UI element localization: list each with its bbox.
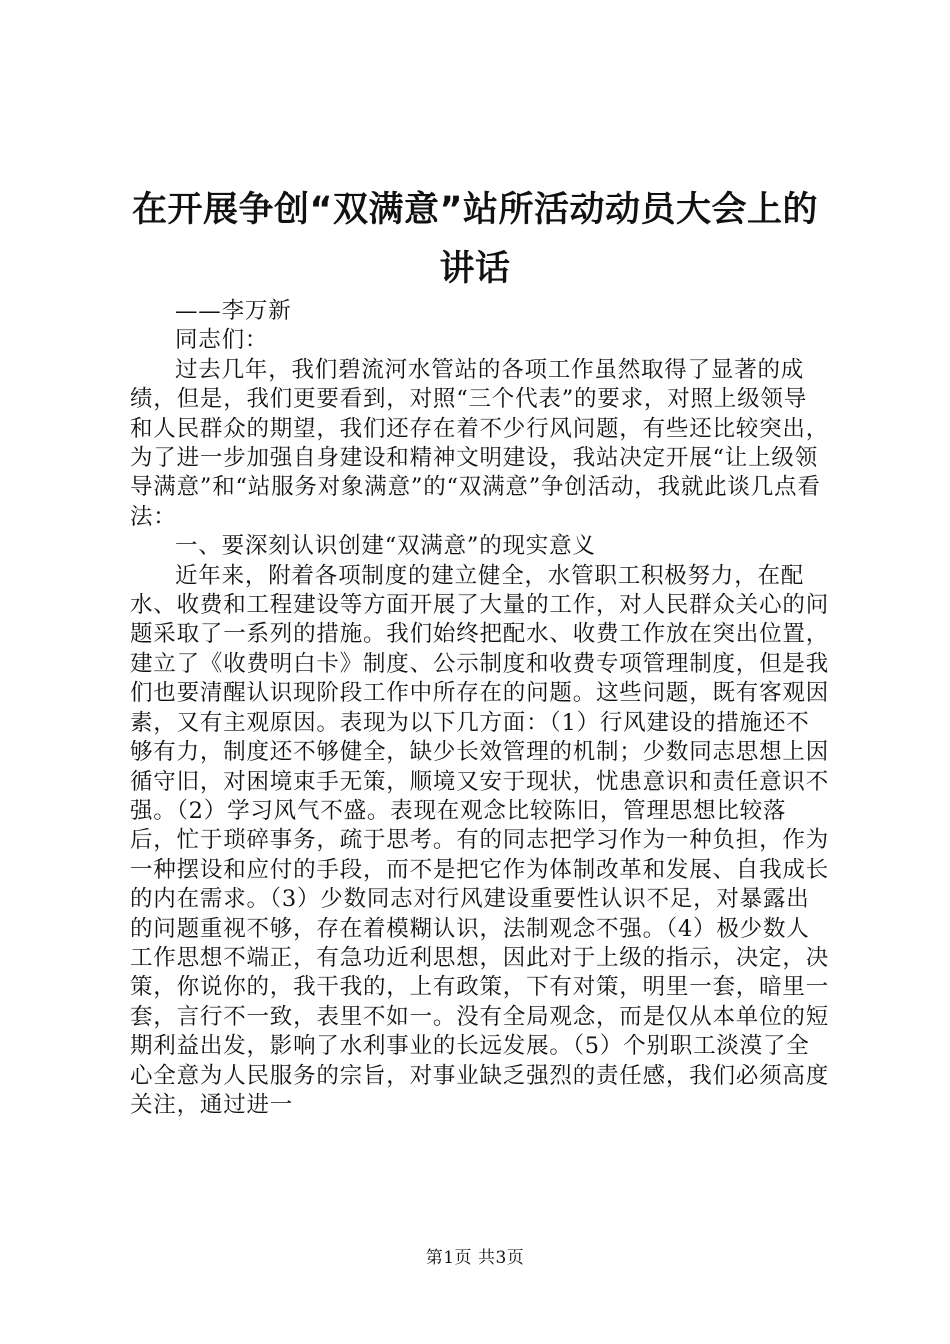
document-title-line1: 在开展争创“双满意”站所活动动员大会上的: [131, 190, 818, 230]
document-body: [130, 297, 830, 1120]
document-title-line2: 讲话: [439, 249, 511, 289]
salutation: 同志们：: [175, 327, 269, 354]
section-heading-1: 一、要深刻认识创建“双满意”的现实意义: [175, 533, 596, 560]
page-indicator: 第1页 共3页: [425, 1248, 525, 1268]
paragraph-intro: 过去几年，我们碧流河水管站的各项工作虽然取得了显著的成绩，但是，我们更要看到，对照“三个代表”的要求，对照上级领导和人民群众的期望，我们还存在着不少行风问题，有些还比较突出，为了进一步加强自身建设和精神文明建设，我站决定开展“让上级领导满意”和“站服务对象满意”的“双满意”争创活动，我就此谈几点看法：: [130, 356, 830, 530]
paragraph-section-1: 近年来，附着各项制度的建立健全，水管职工积极努力，在配水、收费和工程建设等方面开展了大量的工作，对人民群众关心的问题采取了一系列的措施。我们始终把配水、收费工作放在突出位置，建立了《收费明白卡》制度、公示制度和收费专项管理制度，但是我们也要清醒认识现阶段工作中所存在的问题。这些问题，既有客观因素，又有主观原因。表现为以下几方面：（1）行风建设的措施还不够有力，制度还不够健全，缺少长效管理的机制；少数同志思想上因循守旧，对困境束手无策，顺境又安于现状，忧患意识和责任意识不强。（2）学习风气不盛。表现在观念比较陈旧，管理思想比较落后，忙于琐碎事务，疏于思考。有的同志把学习作为一种负担，作为一种摆设和应付的手段，而不是把它作为体制改革和发展、自我成长的内在需求。（3）少数同志对行风建设重要性认识不足，对暴露出的问题重视不够，存在着模糊认识，法制观念不强。（4）极少数人工作思想不端正，有急功近利思想，因此对于上级的指示，决定，决策，你说你的，我干我的，上有政策，下有对策，明里一套，暗里一套，言行不一致，表里不如一。没有全局观念，而是仅从本单位的短期利益出发，影响了水利事业的长远发展。（5）个别职工淡漠了全心全意为人民服务的宗旨，对事业缺乏强烈的责任感，我们必须高度关注，通过进一: [130, 562, 830, 1118]
author-line: ——李万新: [175, 298, 292, 324]
